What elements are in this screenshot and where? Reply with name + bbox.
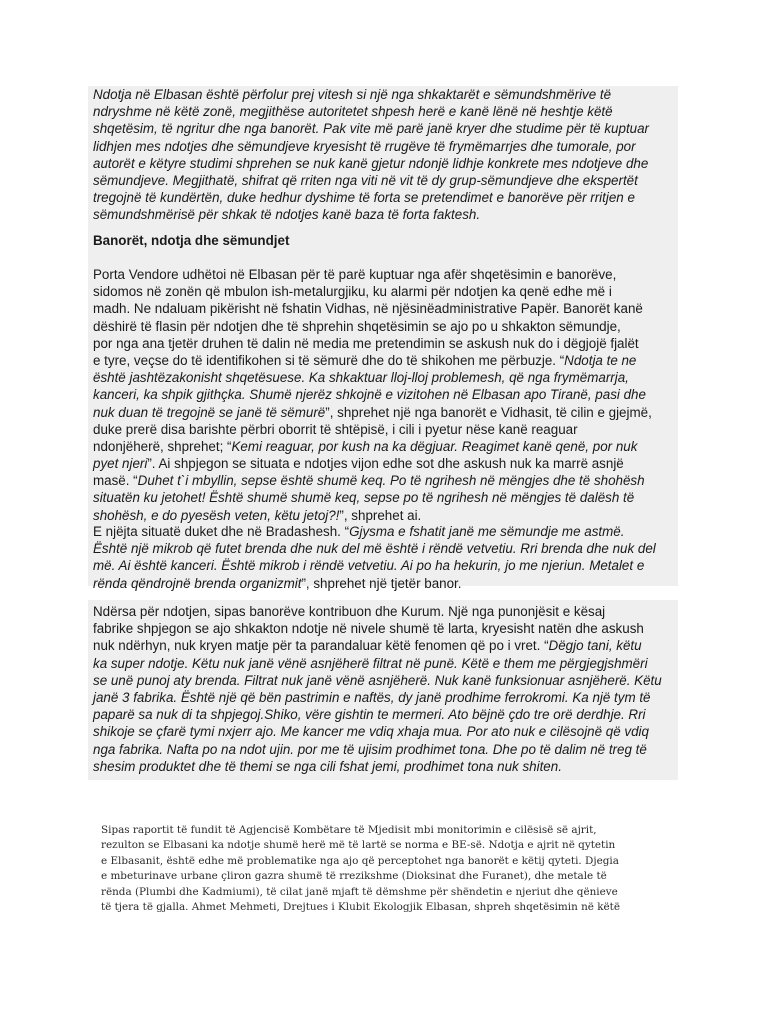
paragraph-bradashesh [93,523,683,592]
text-line: rënda (Plumbi dhe Kadmiumi), të cilat janë mjaft të dëmshme për shëndetin e njeriut dhe qënieve [101,885,618,898]
text-run: E njëjta situatë duket dhe në Bradashesh. “ [93,524,350,539]
quote-line: nga fabrika. Nafta po na ndot ujin. por me të ujisim prodhimet tona. Dhe po të dalim në treg të [93,741,647,757]
text-line: autorët e këtyre studimi shprehen se nuk kanë gjetur ndonjë lidhje konkrete mes ndotjeve dhe [93,155,649,171]
text-line: ndryshme në këtë zonë, megjithëse autoritetet shpesh herë e kanë lënë në heshtje këtë [93,104,613,120]
quote-line: është jashtëzakonisht shqetësuese. Ka shkaktuar lloj-lloj problemesh, që nga frymëmarrja, [93,370,629,386]
text-line: sëmundshmërisë për shkak të ndotjes kanë baza të forta faktesh. [93,207,481,223]
text-line [93,438,683,455]
quote-run: rënda qëndrojnë brenda organizmit [93,575,302,591]
text-line: fabrike shpjegon se ajo shkakton ndotje në nivele shumë të larta, kryesisht natën dhe askush [93,621,644,637]
quote-run: nuk duan të tregojnë se janë të sëmurë [93,404,326,420]
section-heading: Banorët, ndotja dhe sëmundjet [93,233,290,248]
quote-run: shohësh, e do pyesësh veten, këtu jetoj?! [93,507,340,523]
text-line: duke prerë disa barishte përbri oborrit të shtëpisë, i cili i pyetur nëse kanë reaguar [93,421,578,437]
quote-run: Ndotja te ne [564,352,637,368]
report-paragraph [101,823,671,915]
text-line [93,575,683,592]
text-line [93,637,683,654]
text-line: Ndotja në Elbasan është përfolur prej vitesh si një nga shkaktarët e sëmundshmërive të [93,87,612,102]
text-run: masë. “ [93,473,138,489]
text-line [93,404,683,421]
text-line: Ndërsa për ndotjen, sipas banorëve kontribuon dhe Kurum. Një nga punonjësit e kësaj [93,604,606,619]
text-line: madh. Ne ndaluam pikërisht në fshatin Vidhas, në njësinëadministrative Papër. Banorët kanë [93,301,643,317]
text-line [93,352,683,369]
quote-line: se unë punoj aty brenda. Filtrat nuk janë vënë asnjëherë. Nuk kanë funksionuar asnjëherë. Këtu [93,672,662,688]
quote-run: pyet njeri [93,456,148,472]
quote-run: Gjysma e fshatit janë me sëmundje me astmë. [349,524,625,539]
text-line: e Elbasanit, është edhe më problematike nga ajo që perceptohet nga banorët e këtij qyteti. Djegia [101,854,619,867]
quote-line: Është një mikrob që futet brenda dhe nuk del më është i rëndë vetvetiu. Rri brenda dhe nuk del [93,541,656,557]
text-run: ”, shprehet ai. [339,507,422,523]
text-run: ”, shprehet një nga banorët e Vidhasit, të cilin e gjejmë, [325,404,652,420]
paragraph-residents [93,266,683,524]
quote-run: Kemi reaguar, por kush na ka dëgjuar. Reagimet kanë qenë, por nuk [231,438,638,454]
quote-line: shikoje se çfarë tymi nxjerr ajo. Me kancer me vdiq xhaja mua. Por ato nuk e cilësojnë që vdiq [93,724,649,740]
text-line [93,523,683,540]
text-line: e mbeturinave urbane çliron gazra shumë të rrezikshme (Dioksinat dhe Furanet), dhe metale të [101,870,607,883]
text-line: Porta Vendore udhëtoi në Elbasan për të parë kuptuar nga afër shqetësimin e banorëve, [93,267,617,282]
quote-line: janë 3 fabrika. Është një që bën pastrimin e naftës, dy janë prodhime ferrokromi. Ka një tym të [93,689,651,705]
text-line: Sipas raportit të fundit të Agjencisë Kombëtare të Mjedisit mbi monitorimin e cilësisë së ajrit, [101,824,597,836]
quote-line: situatën ku jetohet! Është shumë shumë keq, sepse po të ngrihesh në mëngjes të dalësh të [93,490,635,506]
text-line: të tjera të gjalla. Ahmet Mehmeti, Drejtues i Klubit Ekologjik Elbasan, shpreh shqetësimin në këtë [101,900,620,913]
text-line [93,472,683,489]
quote-line: paparë sa nuk di ta shpjegoj.Shiko, vëre gishtin te mermeri. Ato bëjnë çdo tre orë derdhje. Rri [93,707,646,723]
text-line [93,455,683,472]
text-line: dëshirë të flasin për ndotjen dhe të shprehin shqetësimin se ajo po u shkakton sëmundje, [93,318,621,334]
text-line: shqetësim, të ngritur dhe nga banorët. Pak vite më parë janë kryer dhe studime për të kuptuar [93,121,650,137]
text-run: ”. Ai shpjegon se situata e ndotjes vijon edhe sot dhe askush nuk ka marrë asnjë [147,456,624,472]
intro-paragraph [93,86,683,224]
text-line: lidhjen mes ndotjes dhe sëmundjeve kryesisht të rrugëve të frymëmarrjes dhe tumorale, por [93,138,636,154]
text-line: rezulton se Elbasani ka ndotje shumë herë më të lartë se norma e BE-së. Ndotja e ajrit në qytetin [101,839,616,852]
quote-run: Dëgjo tani, këtu [548,638,642,654]
quote-run: Duhet t`i mbyllin, sepse është shumë keq. Po të ngrihesh në mëngjes dhe të shohësh [137,473,645,489]
quote-line: më. Ai është kanceri. Është mikrob i rëndë vetvetiu. Ai po ha hekurin, jo me njeriun. Metalet e [93,558,645,574]
text-run: ndonjëherë, shprehet; “ [93,438,232,454]
quote-line: ka super ndotje. Këtu nuk janë vënë asnjëherë filtrat në punë. Këtë e them me përgjegjshmëri [93,655,648,671]
quote-line: kanceri, ka shpik gjithçka. Shumë njerëz shkojnë e vizitohen në Elbasan apo Tiranë, pasi dhe [93,387,646,403]
text-line: sëmundjeve. Megjithatë, shifrat që rriten nga viti në vit të dy grup-sëmundjeve dhe ekspertët [93,172,638,188]
text-run: nuk ndërhyn, nuk kryen matje për ta parandaluar këtë fenomen që po i vret. “ [93,638,549,654]
text-run: ”, shprehet një tjetër banor. [301,575,462,591]
text-line [93,507,683,524]
text-line: tregojnë të kundërtën, duke hedhur dyshime të forta se pretendimet e banorëve për rritjen e [93,190,635,206]
paragraph-kurum [93,603,683,775]
text-run: e tyre, veçse do të identifikohen si të sëmurë dhe do të shikohen me përbuzje. “ [93,352,565,368]
quote-line: shesim produktet dhe të themi se nga cili fshat jemi, prodhimet tona nuk shiten. [93,758,562,774]
text-line: por nga ana tjetër druhen të dalin në media me pretendimin se askush nuk do i dëgjojë fjalët [93,335,639,351]
text-line: sidomos në zonën që mbulon ish-metalurgjiku, ku alarmi për ndotjen ka qenë edhe më i [93,284,612,300]
